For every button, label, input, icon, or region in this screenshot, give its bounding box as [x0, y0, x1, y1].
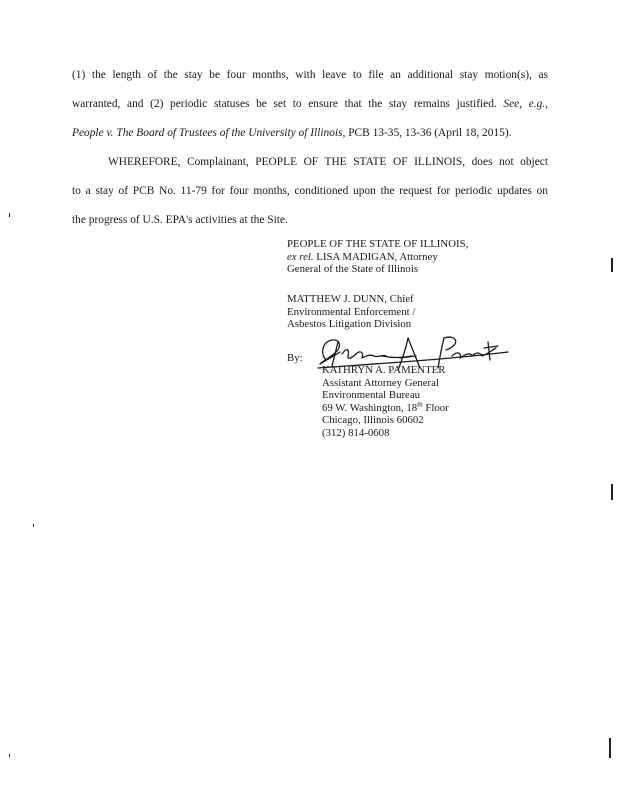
division-line-1: Environmental Enforcement / — [287, 305, 416, 318]
division-line-2: Asbestos Litigation Division — [287, 318, 412, 331]
city-line: Chicago, Illinois 60602 — [322, 414, 424, 427]
address-sup: th — [417, 400, 423, 409]
scan-artifact-mark — [611, 484, 613, 500]
bureau-line: Environmental Bureau — [322, 389, 421, 402]
ex-rel-line — [287, 251, 468, 264]
case-citation-rest: , PCB 13-35, 13-36 (April 18, 2015). — [342, 127, 512, 139]
ex-rel-prefix: ex rel. — [287, 250, 314, 263]
party-name: PEOPLE OF THE STATE OF ILLINOIS, — [287, 238, 469, 250]
ex-rel-rest: LISA MADIGAN, Attorney — [313, 250, 438, 263]
signatory-title: Assistant Attorney General — [322, 376, 439, 389]
paragraph-2-line-3: the progress of U.S. EPA's activities at the Site. — [72, 214, 288, 226]
paragraph-1-line-2-text: warranted, and (2) periodic statuses be set to ensure that the stay remains justified. — [72, 98, 504, 110]
signatory-name: KATHRYN A. PAMENTER — [322, 364, 446, 376]
party-block — [287, 238, 468, 276]
scan-artifact-mark — [9, 754, 10, 757]
paragraph-1-line-2 — [72, 97, 548, 111]
address-prefix: 69 W. Washington, 18 — [322, 401, 418, 414]
address-line — [322, 402, 449, 415]
paragraph-1-line-3 — [72, 126, 548, 140]
paragraph-1-line-1: (1) the length of the stay be four months, with leave to file an additional stay motion(s), as — [72, 69, 548, 81]
scan-artifact-mark — [611, 258, 613, 272]
paragraph-2-line-1: WHEREFORE, Complainant, PEOPLE OF THE STATE OF ILLINOIS, does not object — [108, 156, 548, 168]
paragraph-2-line-2: to a stay of PCB No. 11-79 for four months, conditioned upon the request for periodic updates on — [72, 185, 548, 197]
phone-line: (312) 814-0608 — [322, 426, 390, 439]
by-label: By: — [287, 352, 303, 364]
chief-line: MATTHEW J. DUNN, Chief — [287, 293, 414, 305]
see-eg-signal: See, e.g., — [503, 98, 548, 110]
case-citation: People v. The Board of Trustees of the University of Illinois — [72, 127, 343, 139]
scan-artifact-mark — [609, 738, 611, 758]
scan-artifact-mark — [9, 213, 10, 217]
scan-artifact-mark — [33, 524, 34, 527]
address-suffix: Floor — [422, 401, 449, 414]
signatory-block — [322, 364, 449, 440]
division-block — [287, 293, 415, 331]
attorney-general-line: General of the State of Illinois — [287, 263, 419, 276]
